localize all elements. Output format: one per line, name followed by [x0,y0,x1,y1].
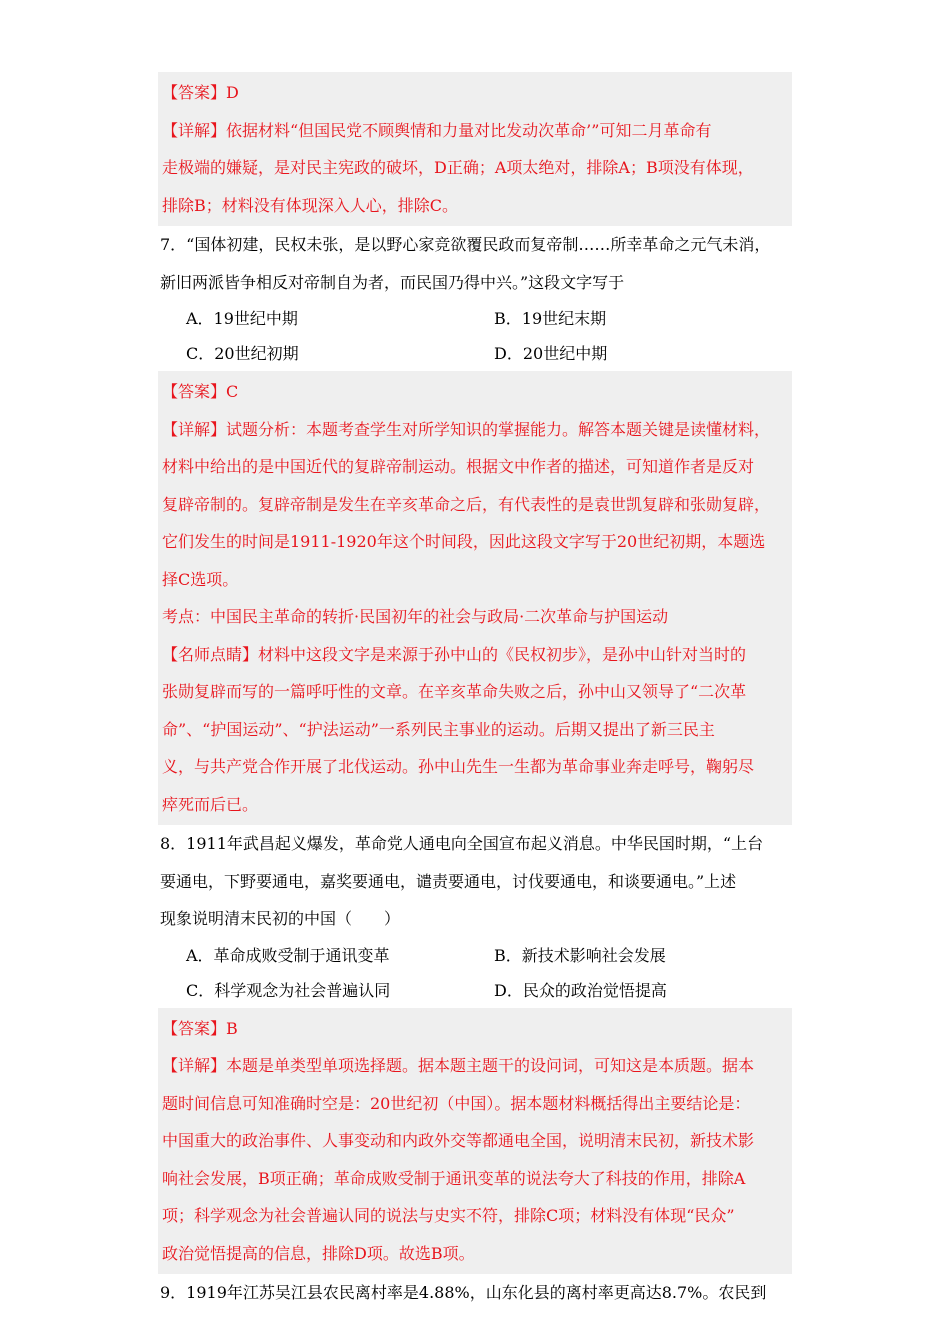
answer-line: 响社会发展，B项正确；革命成败受制于通讯变革的说法夸大了科技的作用，排除A [162,1168,746,1188]
option-row [160,301,792,336]
question-block [158,825,792,1008]
option-item: B．19世纪末期 [494,309,607,328]
answer-line: 命”、“护国运动”、“护法运动”一系列民主事业的运动。后期又提出了新三民主 [162,719,715,739]
option-row [160,973,792,1008]
answer-line: 材料中给出的是中国近代的复辟帝制运动。根据文中作者的描述，可知道作者是反对 [162,457,755,476]
answer-line: 【答案】B [162,1018,238,1038]
question-line: 8．1911年武昌起义爆发，革命党人通电向全国宣布起义消息。中华民国时期，“上台 [160,834,764,853]
answer-line: 【名师点睛】材料中这段文字是来源于孙中山的《民权初步》，是孙中山针对当时的 [162,644,747,664]
answer-line: 义，与共产党合作开展了北伐运动。孙中山先生一生都为革命事业奔走呼号，鞠躬尽 [162,757,755,776]
answer-line: 张勋复辟而写的一篇呼吁性的文章。在辛亥革命失败之后，孙中山又领导了“二次革 [162,682,747,701]
answer-line: 它们发生的时间是1911-1920年这个时间段，因此这段文字写于20世纪初期，本题选 [162,532,766,551]
answer-line: 【详解】本题是单类型单项选择题。据本题主题干的设问词，可知这是本质题。据本 [162,1056,755,1075]
answer-block [158,1008,792,1275]
answer-line: 排除B；材料没有体现深入人心，排除C。 [162,195,459,215]
question-block [158,1274,792,1312]
question-block [158,226,792,371]
question-line: 要通电，下野要通电，嘉奖要通电，谴责要通电，讨伐要通电，和谈要通电。”上述 [160,871,737,891]
option-item: D．20世纪中期 [494,344,608,363]
question-line: 9．1919年江苏吴江县农民离村率是4.88%，山东化县的离村率更高达8.7%。农民到 [160,1283,767,1302]
answer-line: 择C选项。 [162,569,239,589]
answer-line: 考点：中国民主革命的转折·民国初年的社会与政局·二次革命与护国运动 [162,607,669,626]
answer-line: 【答案】D [162,83,239,102]
answer-line: 政治觉悟提高的信息，排除D项。故选B项。 [162,1243,475,1263]
option-item: C．20世纪初期 [186,344,299,363]
answer-line: 项；科学观念为社会普遍认同的说法与史实不符，排除C项；材料没有体现“民众” [162,1206,735,1225]
question-line: 7．“国体初建，民权未张，是以野心家竞欲覆民政而复帝制……所幸革命之元气未消， [160,235,771,254]
option-row [160,938,792,973]
question-line: 现象说明清末民初的中国（ ） [160,909,401,928]
option-item: D．民众的政治觉悟提高 [494,980,667,1000]
answer-block [158,72,792,226]
answer-line: 【答案】C [162,382,239,401]
answer-line: 【详解】试题分析：本题考查学生对所学知识的掌握能力。解答本题关键是读懂材料， [162,419,771,439]
answer-line: 走极端的嫌疑，是对民主宪政的破坏，D正确；A项太绝对，排除A；B项没有体现， [162,158,754,177]
option-item: A．革命成败受制于通讯变革 [186,945,390,965]
option-item: C．科学观念为社会普遍认同 [186,980,391,1000]
option-row [160,336,792,371]
document-page [158,72,792,1312]
answer-line: 中国重大的政治事件、人事变动和内政外交等都通电全国，说明清末民初，新技术影 [162,1131,755,1150]
answer-line: 【详解】依据材料“但国民党不顾舆情和力量对比发动次革命’”可知二月革命有 [162,120,712,140]
question-line: 新旧两派皆争相反对帝制自为者，而民国乃得中兴。”这段文字写于 [160,272,625,292]
answer-line: 瘁死而后已。 [162,794,259,814]
answer-line: 复辟帝制的。复辟帝制是发生在辛亥革命之后，有代表性的是袁世凯复辟和张勋复辟， [162,494,771,514]
answer-line: 题时间信息可知准确时空是：20世纪初（中国）。据本题材料概括得出主要结论是： [162,1093,751,1113]
answer-block [158,371,792,825]
option-item: A．19世纪中期 [186,309,298,328]
option-item: B．新技术影响社会发展 [494,945,666,965]
